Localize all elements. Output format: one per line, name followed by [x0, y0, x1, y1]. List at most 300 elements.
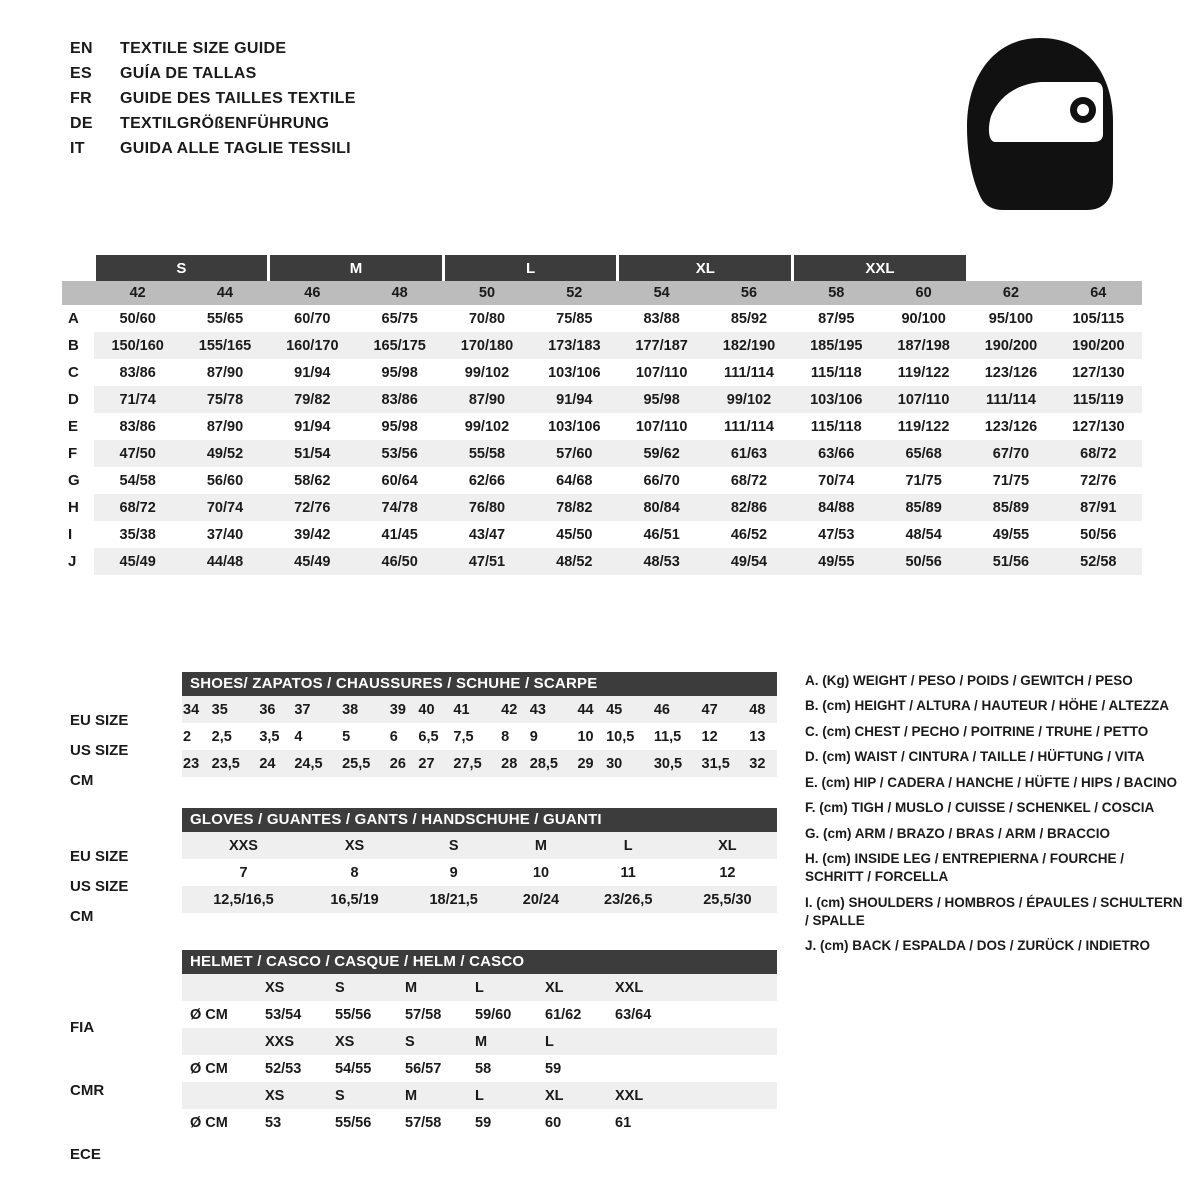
title-line — [70, 40, 356, 65]
measure-value: 95/98 — [618, 386, 705, 413]
helmet-standard-label-cmr: CMR — [70, 1082, 105, 1099]
helmet-unit: Ø CM — [190, 1006, 228, 1023]
title-text: TEXTILGRÖßENFÜHRUNG — [120, 115, 330, 132]
table-row — [182, 1028, 777, 1055]
title-text: GUIDE DES TAILLES TEXTILE — [120, 90, 356, 107]
measure-label: E — [68, 418, 79, 435]
gloves-eu-value: XL — [678, 832, 777, 859]
title-line — [70, 90, 356, 115]
measure-value: 165/175 — [356, 332, 443, 359]
helmet-table — [182, 950, 777, 1136]
shoes-eu-value: 38 — [341, 696, 389, 723]
measure-value: 45/49 — [94, 548, 181, 575]
helmet-size-header: S — [404, 1028, 474, 1055]
measure-value: 87/95 — [818, 310, 855, 327]
measure-value: 185/195 — [793, 332, 880, 359]
helmet-unit: Ø CM — [190, 1114, 228, 1131]
measure-value: 103/106 — [548, 418, 601, 435]
measure-value: 105/115 — [1072, 310, 1125, 327]
measure-value: 46/51 — [643, 526, 680, 543]
measure-value: 103/106 — [793, 386, 880, 413]
measure-value: 53/56 — [356, 440, 443, 467]
measure-value: 83/86 — [119, 364, 156, 381]
gloves-cm-value: 16,5/19 — [305, 886, 404, 913]
gloves-us-value: 12 — [719, 864, 736, 881]
table-row — [62, 332, 1142, 359]
shoes-eu-value: 37 — [293, 696, 341, 723]
measure-value: 63/66 — [793, 440, 880, 467]
measure-value: 150/160 — [94, 332, 181, 359]
helmet-standard-label-ece: ECE — [70, 1146, 101, 1163]
legend-item: J. (cm) BACK / ESPALDA / DOS / ZURÜCK / INDIETRO — [805, 937, 1151, 953]
measure-value: 99/102 — [705, 386, 792, 413]
gloves-row-label-eu: EU SIZE — [70, 848, 129, 865]
legend-item: F. (cm) TIGH / MUSLO / CUISSE / SCHENKEL / COSCIA — [805, 800, 1155, 816]
measure-value: 68/72 — [94, 494, 181, 521]
measure-value: 119/122 — [897, 364, 950, 381]
shoes-us-value: 2,5 — [211, 728, 232, 745]
legend-item: I. (cm) SHOULDERS / HOMBROS / ÉPAULES / SCHULTERN / SPALLE — [805, 894, 1183, 928]
helmet-size-header: XL — [544, 974, 614, 1001]
measure-value: 85/89 — [967, 494, 1054, 521]
shoes-eu-value: 43 — [529, 696, 577, 723]
shoes-table — [182, 672, 777, 777]
measure-label: B — [62, 332, 94, 359]
measure-value: 67/70 — [967, 440, 1054, 467]
measure-value: 115/118 — [810, 364, 862, 381]
gloves-us-value: 9 — [449, 864, 458, 881]
legend-item: C. (cm) CHEST / PECHO / POITRINE / TRUHE / PETTO — [805, 723, 1149, 739]
measure-value: 65/68 — [880, 440, 967, 467]
helmet-value-empty — [614, 1055, 777, 1082]
measure-value: 90/100 — [901, 310, 946, 327]
shoes-cm-value: 27 — [417, 750, 452, 777]
size-number-cell: 54 — [618, 281, 705, 305]
table-row — [62, 305, 1142, 332]
measure-value: 182/190 — [705, 332, 792, 359]
measure-value: 87/91 — [1055, 494, 1142, 521]
measure-value: 48/53 — [618, 548, 705, 575]
measure-value: 91/94 — [531, 386, 618, 413]
helmet-size-header: L — [474, 974, 544, 1001]
table-row — [62, 386, 1142, 413]
helmet-value: 61 — [615, 1114, 632, 1131]
measure-value: 87/90 — [206, 418, 244, 435]
gloves-eu-value: S — [404, 832, 503, 859]
helmet-size-header: XXL — [614, 974, 777, 1001]
measure-value: 54/58 — [119, 472, 156, 489]
measure-value: 127/130 — [1072, 364, 1125, 381]
measure-value: 57/60 — [531, 440, 618, 467]
measure-value: 71/74 — [94, 386, 181, 413]
measure-value: 107/110 — [880, 386, 967, 413]
helmet-size-header: XS — [264, 1082, 334, 1109]
helmet-value: 59 — [545, 1060, 562, 1077]
table-row — [182, 886, 777, 913]
table-row — [182, 750, 777, 777]
measure-value: 85/92 — [730, 310, 768, 327]
measure-value: 82/86 — [705, 494, 792, 521]
measure-value: 49/52 — [181, 440, 268, 467]
shoes-eu-value: 42 — [500, 696, 529, 723]
title-text: GUÍA DE TALLAS — [120, 65, 257, 82]
measure-label: H — [62, 494, 94, 521]
measure-value: 61/63 — [705, 440, 792, 467]
helmet-value: 60 — [545, 1114, 562, 1131]
size-group-cell-s: S — [94, 255, 269, 281]
table-row — [182, 1055, 777, 1082]
measure-value: 78/82 — [531, 494, 618, 521]
helmet-standard-label-fia: FIA — [70, 1019, 95, 1036]
measure-value: 62/66 — [468, 472, 506, 489]
shoes-us-value: 13 — [749, 728, 766, 745]
helmet-value: 57/58 — [405, 1006, 442, 1023]
table-row — [182, 974, 777, 1001]
table-row — [182, 1082, 777, 1109]
helmet-value: 52/53 — [265, 1060, 302, 1077]
measure-value: 59/62 — [618, 440, 705, 467]
gloves-us-value: 11 — [620, 864, 636, 881]
measure-value: 76/80 — [443, 494, 530, 521]
measure-value: 75/78 — [181, 386, 268, 413]
measure-value: 95/100 — [988, 310, 1034, 327]
size-number-cell: 52 — [531, 281, 618, 305]
shoes-us-value: 2 — [183, 728, 192, 745]
measure-value: 123/126 — [984, 418, 1038, 435]
measure-value: 68/72 — [730, 472, 768, 489]
gloves-us-value: 8 — [350, 864, 359, 881]
measure-value: 70/74 — [181, 494, 268, 521]
table-row — [182, 1001, 777, 1028]
measure-value: 80/84 — [618, 494, 705, 521]
size-number-cell: 64 — [1055, 281, 1142, 305]
measure-value: 55/65 — [206, 310, 244, 327]
helmet-size-header: L — [474, 1082, 544, 1109]
measure-value: 68/72 — [1055, 440, 1142, 467]
helmet-value: 54/55 — [335, 1060, 372, 1077]
title-block — [70, 40, 356, 165]
measure-value: 56/60 — [206, 472, 244, 489]
measure-value: 51/54 — [269, 440, 356, 467]
measure-value: 66/70 — [643, 472, 680, 489]
measure-value: 83/86 — [119, 418, 156, 435]
measure-label: F — [62, 440, 94, 467]
gloves-table — [182, 808, 777, 913]
title-text: TEXTILE SIZE GUIDE — [120, 40, 287, 57]
measure-value: 119/122 — [897, 418, 950, 435]
measure-value: 79/82 — [269, 386, 356, 413]
shoes-eu-value: 44 — [576, 696, 605, 723]
gloves-cm-value: 18/21,5 — [404, 886, 503, 913]
legend-item: H. (cm) INSIDE LEG / ENTREPIERNA / FOURCHE / SCHRITT / FORCELLA — [805, 851, 1125, 885]
helmet-size-header: M — [474, 1028, 544, 1055]
gloves-us-value: 7 — [239, 864, 248, 881]
measure-value: 170/180 — [443, 332, 530, 359]
size-group-cell-m: M — [269, 255, 444, 281]
measure-value: 72/76 — [269, 494, 356, 521]
shoes-us-value: 10 — [577, 728, 594, 745]
legend-item: E. (cm) HIP / CADERA / HANCHE / HÜFTE / HIPS / BACINO — [805, 774, 1178, 790]
measure-label: J — [62, 548, 94, 575]
shoes-us-value: 5 — [342, 728, 351, 745]
table-row — [62, 359, 1142, 386]
shoes-row-label-us: US SIZE — [70, 742, 129, 759]
measure-value: 95/98 — [381, 364, 418, 381]
helmet-value: 56/57 — [405, 1060, 442, 1077]
gloves-eu-value: M — [503, 832, 578, 859]
size-group-cell-xxl: XXL — [793, 255, 968, 281]
table-row — [62, 440, 1142, 467]
shoes-eu-value: 34 — [182, 696, 211, 723]
measure-value: 64/68 — [556, 472, 593, 489]
measure-value: 47/53 — [818, 526, 855, 543]
shoes-cm-value: 30 — [605, 750, 653, 777]
measure-value: 75/85 — [556, 310, 593, 327]
measure-value: 65/75 — [381, 310, 418, 327]
measure-value: 190/200 — [1055, 332, 1142, 359]
title-lang: IT — [70, 140, 85, 157]
shoes-cm-value: 28 — [500, 750, 529, 777]
measure-value: 55/58 — [443, 440, 530, 467]
gloves-row-label-cm: CM — [70, 908, 94, 925]
table-row — [62, 548, 1142, 575]
shoes-eu-value: 48 — [748, 696, 777, 723]
measure-value: 60/70 — [294, 310, 331, 327]
measure-label: C — [68, 364, 79, 381]
legend-item: G. (cm) ARM / BRAZO / BRAS / ARM / BRACCIO — [805, 825, 1110, 841]
measure-value: 48/52 — [531, 548, 618, 575]
measure-value: 45/50 — [556, 526, 593, 543]
legend-item: D. (cm) WAIST / CINTURA / TAILLE / HÜFTUNG / VITA — [805, 749, 1145, 765]
measure-value: 111/114 — [723, 418, 774, 435]
helmet-value: 57/58 — [405, 1114, 442, 1131]
helmet-value: 55/56 — [335, 1114, 372, 1131]
shoes-us-value: 9 — [529, 728, 538, 745]
shoes-eu-value: 40 — [417, 696, 452, 723]
gloves-row-label-us: US SIZE — [70, 878, 129, 895]
title-lang: FR — [70, 90, 92, 107]
helmet-value: 61/62 — [545, 1006, 582, 1023]
measure-value: 103/106 — [548, 364, 601, 381]
gloves-eu-value: XS — [305, 832, 404, 859]
size-number-cell: 56 — [705, 281, 792, 305]
measure-value: 83/86 — [356, 386, 443, 413]
measure-value: 99/102 — [464, 418, 510, 435]
table-row — [62, 413, 1142, 440]
helmet-size-header: L — [544, 1028, 614, 1055]
helmet-size-header: M — [404, 974, 474, 1001]
table-row — [182, 696, 777, 723]
shoes-cm-value: 26 — [389, 750, 418, 777]
size-group-cell-xl: XL — [618, 255, 793, 281]
shoes-cm-value: 32 — [748, 750, 777, 777]
shoes-title: SHOES/ ZAPATOS / CHAUSSURES / SCHUHE / SCARPE — [182, 672, 777, 696]
size-number-cell: 58 — [793, 281, 880, 305]
legend-item: B. (cm) HEIGHT / ALTURA / HAUTEUR / HÖHE / ALTEZZA — [805, 698, 1169, 714]
shoes-cm-value: 24 — [258, 750, 293, 777]
table-row — [62, 467, 1142, 494]
measure-value: 43/47 — [468, 526, 506, 543]
measure-value: 84/88 — [793, 494, 880, 521]
gloves-cm-value: 23/26,5 — [579, 886, 678, 913]
helmet-size-header: XXS — [264, 1028, 334, 1055]
shoes-cm-value: 25,5 — [341, 750, 389, 777]
helmet-unit-empty — [182, 1082, 264, 1109]
table-row — [182, 723, 777, 750]
size-group-cell-l: L — [443, 255, 618, 281]
size-number-cell: 50 — [443, 281, 530, 305]
table-row — [62, 521, 1142, 548]
measure-value: 83/88 — [643, 310, 680, 327]
helmet-size-header: XL — [544, 1082, 614, 1109]
size-group-cell-empty — [967, 255, 1054, 281]
measure-value: 87/90 — [443, 386, 530, 413]
shoes-cm-value: 28,5 — [529, 750, 577, 777]
size-number-cell: 60 — [880, 281, 967, 305]
title-lang: DE — [70, 115, 93, 132]
shoes-cm-value: 29 — [576, 750, 605, 777]
measure-value: 74/78 — [356, 494, 443, 521]
shoes-us-value: 12 — [701, 728, 718, 745]
measure-value: 44/48 — [181, 548, 268, 575]
shoes-cm-value: 31,5 — [701, 750, 749, 777]
measure-value: 177/187 — [618, 332, 705, 359]
measure-value: 99/102 — [464, 364, 510, 381]
measure-value: 173/183 — [531, 332, 618, 359]
shoes-row-label-eu: EU SIZE — [70, 712, 129, 729]
measure-label: D — [62, 386, 94, 413]
shoes-us-value: 11,5 — [653, 728, 682, 745]
gloves-cm-value: 25,5/30 — [678, 886, 777, 913]
measure-value: 71/75 — [905, 472, 942, 489]
helmet-value: 58 — [475, 1060, 492, 1077]
helmet-size-header: M — [404, 1082, 474, 1109]
measure-value: 72/76 — [1080, 472, 1117, 489]
gloves-title: GLOVES / GUANTES / GANTS / HANDSCHUHE / GUANTI — [182, 808, 777, 832]
helmet-size-header: XS — [264, 974, 334, 1001]
shoes-us-value: 10,5 — [606, 728, 635, 745]
measure-value: 70/74 — [818, 472, 855, 489]
gloves-cm-value: 20/24 — [503, 886, 578, 913]
shoes-us-value: 7,5 — [453, 728, 474, 745]
size-group-header-row — [62, 255, 1142, 281]
measure-value: 48/54 — [905, 526, 942, 543]
helmet-size-header-empty — [614, 1028, 777, 1055]
racing-helmet-icon — [955, 30, 1125, 220]
measure-value: 35/38 — [119, 526, 156, 543]
helmet-value: 63/64 — [615, 1006, 652, 1023]
gloves-us-value: 10 — [532, 864, 550, 881]
shoes-eu-value: 46 — [653, 696, 701, 723]
helmet-size-header: S — [334, 974, 404, 1001]
shoes-row-label-cm: CM — [70, 772, 94, 789]
row-label-header — [62, 281, 94, 305]
title-line — [70, 115, 356, 140]
shoes-us-value: 3,5 — [259, 728, 280, 745]
measure-value: 37/40 — [206, 526, 244, 543]
table-row — [62, 494, 1142, 521]
helmet-value: 53/54 — [265, 1006, 302, 1023]
shoes-us-value: 6,5 — [418, 728, 439, 745]
measure-value: 107/110 — [635, 364, 688, 381]
shoes-cm-value: 24,5 — [293, 750, 341, 777]
measure-value: 45/49 — [269, 548, 356, 575]
shoes-eu-value: 35 — [211, 696, 259, 723]
measurement-legend — [805, 672, 1185, 962]
measure-value: 58/62 — [294, 472, 331, 489]
measure-value: 50/56 — [1080, 526, 1117, 543]
helmet-unit: Ø CM — [190, 1060, 228, 1077]
textile-size-table — [62, 255, 1142, 575]
measure-value: 46/52 — [730, 526, 768, 543]
title-lang: EN — [70, 40, 93, 57]
measure-value: 85/89 — [880, 494, 967, 521]
helmet-size-header: XXL — [614, 1082, 777, 1109]
shoes-cm-value: 27,5 — [452, 750, 500, 777]
shoes-cm-value: 23 — [182, 750, 211, 777]
measure-value: 46/50 — [356, 548, 443, 575]
measure-value: 190/200 — [967, 332, 1054, 359]
measure-value: 49/54 — [705, 548, 792, 575]
measure-value: 87/90 — [206, 364, 244, 381]
size-group-cell-empty — [62, 255, 94, 281]
size-number-cell: 44 — [181, 281, 268, 305]
measure-value: 49/55 — [793, 548, 880, 575]
measure-value: 70/80 — [468, 310, 506, 327]
helmet-size-header: XS — [334, 1028, 404, 1055]
measure-value: 39/42 — [294, 526, 331, 543]
helmet-value: 59/60 — [475, 1006, 512, 1023]
shoes-cm-value: 30,5 — [653, 750, 701, 777]
size-number-cell: 62 — [967, 281, 1054, 305]
gloves-cm-value: 12,5/16,5 — [182, 886, 305, 913]
measure-value: 115/118 — [810, 418, 862, 435]
helmet-size-header: S — [334, 1082, 404, 1109]
measure-value: 107/110 — [635, 418, 688, 435]
gloves-eu-value: XXS — [182, 832, 305, 859]
measure-value: 160/170 — [269, 332, 356, 359]
gloves-eu-value: L — [579, 832, 678, 859]
helmet-value: 53 — [265, 1114, 282, 1131]
table-row — [182, 832, 777, 859]
size-number-cell: 46 — [269, 281, 356, 305]
measure-value: 47/51 — [443, 548, 530, 575]
helmet-value: 59 — [475, 1114, 492, 1131]
measure-value: 115/119 — [1055, 386, 1142, 413]
helmet-unit-empty — [182, 1028, 264, 1055]
measure-value: 155/165 — [181, 332, 268, 359]
measure-value: 49/55 — [992, 526, 1030, 543]
title-lang: ES — [70, 65, 92, 82]
measure-value: 91/94 — [294, 364, 331, 381]
measure-value: 187/198 — [880, 332, 967, 359]
measure-label: G — [68, 472, 80, 489]
shoes-eu-value: 47 — [701, 696, 749, 723]
measure-value: 91/94 — [294, 418, 331, 435]
legend-item: A. (Kg) WEIGHT / PESO / POIDS / GEWITCH / PESO — [805, 673, 1133, 688]
measure-value: 51/56 — [967, 548, 1054, 575]
helmet-unit-empty — [182, 974, 264, 1001]
title-line — [70, 65, 356, 90]
size-number-cell: 48 — [356, 281, 443, 305]
measure-label: A — [68, 310, 79, 327]
measure-value: 50/60 — [119, 310, 156, 327]
table-row — [182, 1109, 777, 1136]
size-number-cell: 42 — [94, 281, 181, 305]
measure-value: 123/126 — [984, 364, 1038, 381]
measure-value: 52/58 — [1055, 548, 1142, 575]
measure-value: 71/75 — [992, 472, 1030, 489]
